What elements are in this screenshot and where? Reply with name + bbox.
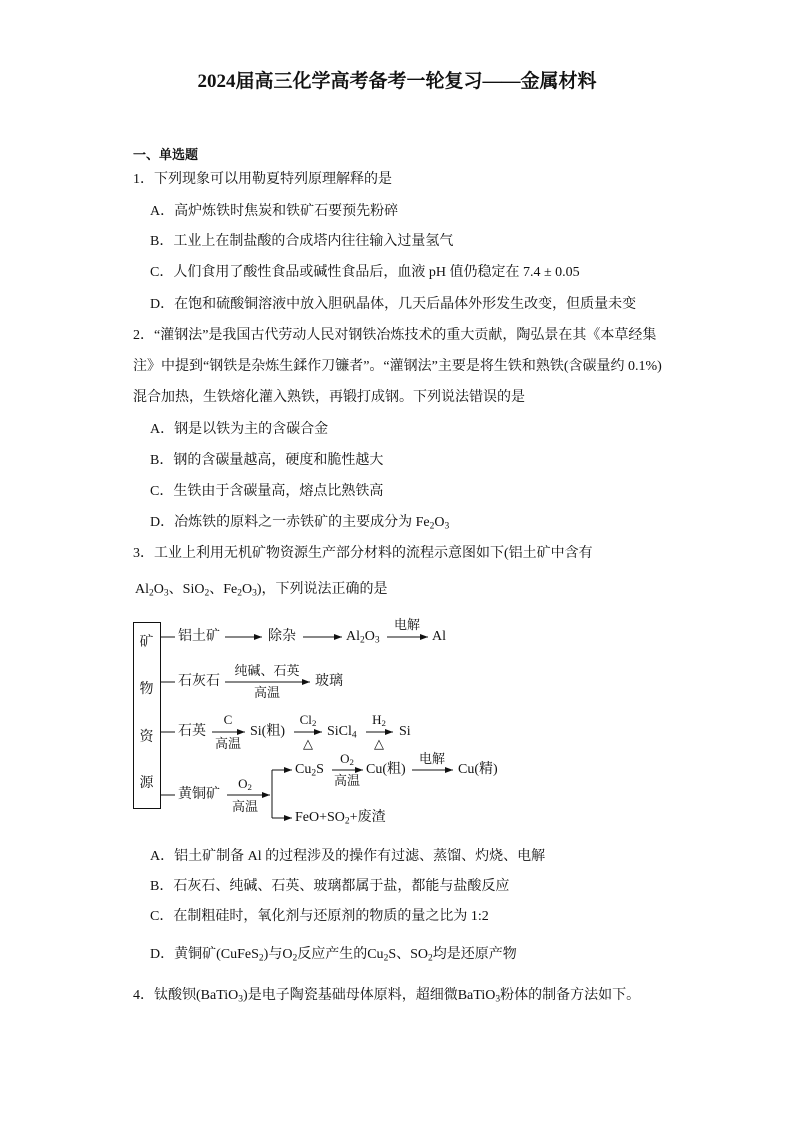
r4-arrow-1-top: $O_2$	[238, 776, 252, 793]
r4-branch-step-2: Cu(粗)	[366, 762, 406, 777]
r3-arrow-1-bottom: 高温	[214, 736, 242, 751]
subscript: 3	[252, 588, 257, 599]
subscript: 2	[311, 718, 317, 729]
side-char-1: 矿	[139, 635, 154, 650]
q1-option-c: C．人们食用了酸性食品或碱性食品后，血液 pH 值仍稳定在 7.4 ± 0.05	[150, 265, 580, 280]
subscript: 3	[238, 994, 244, 1005]
r4-branch-arrow-1-top: $O_2$	[340, 751, 354, 768]
subscript: 2	[428, 953, 433, 964]
r1-arrow-3-top: 电解	[393, 617, 421, 632]
section-heading: 一、单选题	[133, 147, 199, 162]
r1-start: 铝土矿	[178, 629, 220, 644]
subscript: 2	[311, 768, 317, 779]
r3-arrow-2-top: $Cl_2$	[299, 712, 317, 729]
q3-stem-line-1: 3．工业上利用无机矿物资源生产部分材料的流程示意图如下(铝土矿中含有	[133, 546, 593, 561]
q2-stem-line-3: 混合加热，生铁熔化灌入熟铁，再锻打成钢。下列说法错误的是	[133, 390, 525, 405]
r3-start: 石英	[178, 724, 206, 739]
r3-step-2: Si(粗)	[250, 724, 285, 739]
subscript: 2	[292, 953, 298, 964]
q3-option-a: A．铝土矿制备 Al 的过程涉及的操作有过滤、蒸馏、灼烧、电解	[150, 849, 546, 864]
r4-arrow-1-bottom: 高温	[231, 799, 259, 814]
subscript: 2	[360, 635, 365, 646]
subscript: 3	[495, 994, 501, 1005]
flow-diagram	[128, 612, 508, 827]
q3-option-c: C．在制粗硅时，氧化剂与还原剂的物质的量之比为 1:2	[150, 909, 489, 924]
page-title: 2024届高三化学高考备考一轮复习——金属材料	[197, 71, 597, 92]
r4-branch-bottom-product: $FeO+SO_2+$废渣	[295, 810, 386, 827]
q2-stem-line-2: 注》中提到“钢铁是杂炼生鍒作刀镰者”。“灌钢法”主要是将生铁和熟铁(含碳量约 0.1%)	[133, 359, 662, 374]
r1-step-4: Al	[432, 629, 446, 644]
r3-step-4: Si	[399, 724, 411, 739]
subscript: 3	[444, 521, 450, 532]
side-char-2: 物	[139, 682, 154, 697]
r4-branch-arrow-2-top: 电解	[418, 751, 446, 766]
r2-arrow-1-bottom: 高温	[253, 685, 281, 700]
q2-option-c: C．生铁由于含碳量高，熔点比熟铁高	[150, 484, 384, 499]
r3-arrow-1-top: C	[223, 712, 233, 727]
q4-stem: 4．钛酸钡(BaTiO$_3$)是电子陶瓷基础母体原料，超细微BaTiO$_3$粉体的制备方法如下。	[133, 988, 641, 1005]
r4-branch-arrow-1-bottom: 高温	[333, 773, 361, 788]
subscript: 4	[351, 730, 357, 741]
q1-stem: 1．下列现象可以用勒夏特列原理解释的是	[133, 172, 392, 187]
q3-stem-line-2: $Al_2O_3$、SiO$_2$、$Fe_2O_3$)，下列说法正确的是	[135, 582, 388, 599]
r2-arrow-1-top: 纯碱、石英	[234, 663, 300, 678]
subscript: 2	[204, 588, 210, 599]
r2-start: 石灰石	[178, 674, 220, 689]
side-char-3: 资	[139, 730, 154, 745]
q1-option-b: B．工业上在制盐酸的合成塔内往往输入过量氢气	[150, 234, 454, 249]
subscript: 2	[381, 718, 386, 729]
subscript: 2	[258, 953, 264, 964]
subscript: 3	[374, 635, 380, 646]
subscript: 2	[383, 953, 389, 964]
subscript: 2	[247, 782, 252, 793]
subscript: 2	[349, 757, 354, 768]
q2-stem-line-1: 2．“灌钢法”是我国古代劳动人民对钢铁冶炼技术的重大贡献，陶弘景在其《本草经集	[133, 328, 657, 343]
q3-option-b: B．石灰石、纯碱、石英、玻璃都属于盐，都能与盐酸反应	[150, 879, 510, 894]
r3-step-3: SiCl$_4$	[327, 724, 357, 741]
subscript: 3	[163, 588, 169, 599]
q1-option-a: A．高炉炼铁时焦炭和铁矿石要预先粉碎	[150, 204, 399, 219]
subscript: 2	[149, 588, 154, 599]
q2-option-b: B．钢的含碳量越高，硬度和脆性越大	[150, 453, 384, 468]
r2-step-2: 玻璃	[315, 674, 343, 689]
subscript: 2	[237, 588, 242, 599]
r3-arrow-2-bottom: △	[303, 736, 313, 751]
r1-step-3: $Al_2O_3$	[346, 629, 380, 646]
side-char-4: 源	[139, 776, 154, 791]
r3-arrow-3-top: $H_2$	[372, 712, 386, 729]
r1-step-2: 除杂	[268, 629, 296, 644]
r4-branch-top-product: $Cu_2S$	[295, 762, 324, 779]
r4-start: 黄铜矿	[178, 787, 220, 802]
subscript: 2	[429, 521, 435, 532]
r4-branch-step-3: Cu(精)	[458, 762, 498, 777]
q2-option-d: D．冶炼铁的原料之一赤铁矿的主要成分为 $Fe_2O_3$	[150, 515, 450, 532]
subscript: 2	[344, 816, 350, 827]
q2-option-a: A．钢是以铁为主的含碳合金	[150, 422, 329, 437]
r3-arrow-3-bottom: △	[374, 736, 384, 751]
q1-option-d: D．在饱和硫酸铜溶液中放入胆矾晶体，几天后晶体外形发生改变，但质量未变	[150, 297, 637, 312]
q3-option-d: D．黄铜矿(CuFeS$_2$)与$O_2$反应产生的$Cu_2S$、$SO_2$均是还原产物	[150, 947, 517, 964]
